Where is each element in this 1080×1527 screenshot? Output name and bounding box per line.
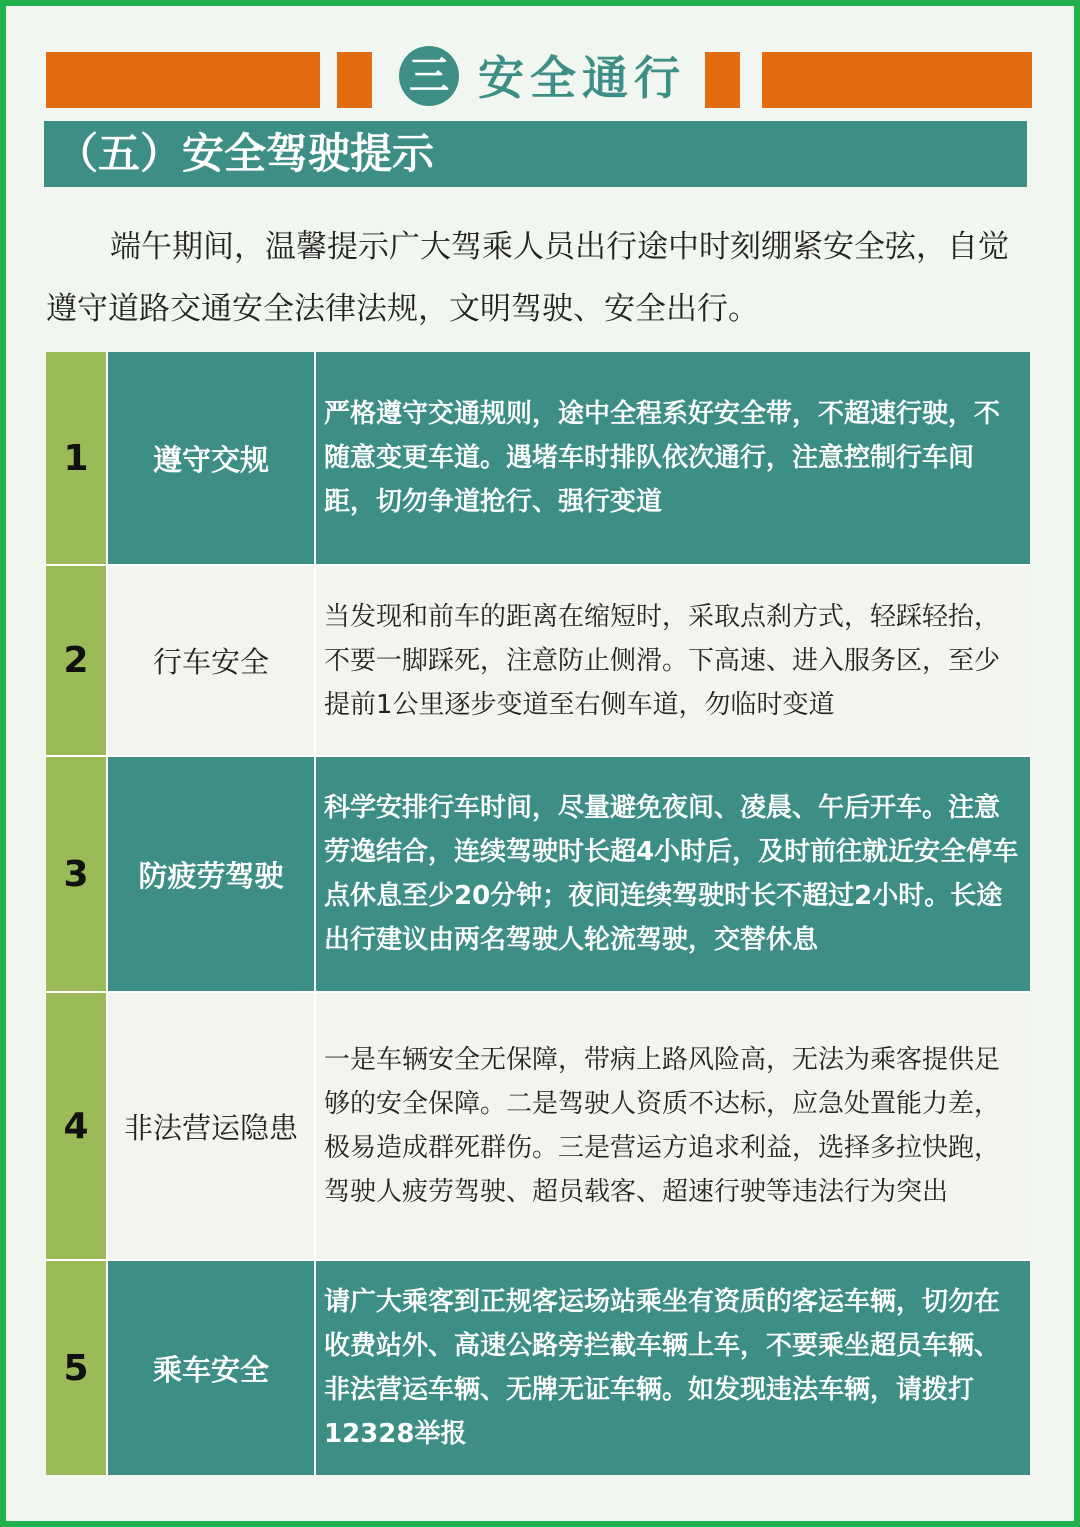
table-row: [46, 566, 1030, 757]
row-description: 一是车辆安全无保障，带病上路风险高，无法为乘客提供足够的安全保障。二是驾驶人资质不达标，应急处置能力差，极易造成群死群伤。三是营运方追求利益，选择多拉快跑，驾驶人疲劳驾驶、超员载客、超速行驶等违法行为突出: [316, 993, 1030, 1259]
row-label: 行车安全: [108, 566, 316, 755]
table-row: [46, 757, 1030, 993]
table-row: [46, 1261, 1030, 1475]
row-description: 当发现和前车的距离在缩短时，采取点刹方式，轻踩轻抬，不要一脚踩死，注意防止侧滑。下高速、进入服务区，至少提前1公里逐步变道至右侧车道，勿临时变道: [316, 566, 1030, 755]
section-number-badge: 三: [399, 46, 459, 106]
decor-bar-left-short: [337, 52, 372, 108]
row-label: 乘车安全: [108, 1261, 316, 1475]
row-number: 4: [46, 993, 108, 1259]
table-row: [46, 352, 1030, 566]
row-description: 请广大乘客到正规客运场站乘坐有资质的客运车辆，切勿在收费站外、高速公路旁拦截车辆上车，不要乘坐超员车辆、非法营运车辆、无牌无证车辆。如发现违法车辆，请拨打12328举报: [316, 1261, 1030, 1475]
row-number: 1: [46, 352, 108, 564]
section-title: 安全通行: [478, 51, 686, 105]
row-number: 5: [46, 1261, 108, 1475]
row-label: 遵守交规: [108, 352, 316, 564]
row-label: 防疲劳驾驶: [108, 757, 316, 991]
row-description: 严格遵守交通规则，途中全程系好安全带，不超速行驶，不随意变更车道。遇堵车时排队依次通行，注意控制行车间距，切勿争道抢行、强行变道: [316, 352, 1030, 564]
row-label: 非法营运隐患: [108, 993, 316, 1259]
row-description: 科学安排行车时间，尽量避免夜间、凌晨、午后开车。注意劳逸结合，连续驾驶时长超4小时后，及时前往就近安全停车点休息至少20分钟；夜间连续驾驶时长不超过2小时。长途出行建议由两名驾驶人轮流驾驶，交替休息: [316, 757, 1030, 991]
row-number: 3: [46, 757, 108, 991]
decor-bar-left-long: [46, 52, 320, 108]
subtitle: （五）安全驾驶提示: [56, 129, 435, 178]
decor-bar-right-long: [762, 52, 1032, 108]
tips-table: [46, 352, 1030, 1475]
intro-paragraph: 端午期间，温馨提示广大驾乘人员出行途中时刻绷紧安全弦，自觉遵守道路交通安全法律法规，文明驾驶、安全出行。: [46, 229, 1009, 327]
decor-bar-right-short: [705, 52, 740, 108]
row-number: 2: [46, 566, 108, 755]
table-row: [46, 993, 1030, 1261]
